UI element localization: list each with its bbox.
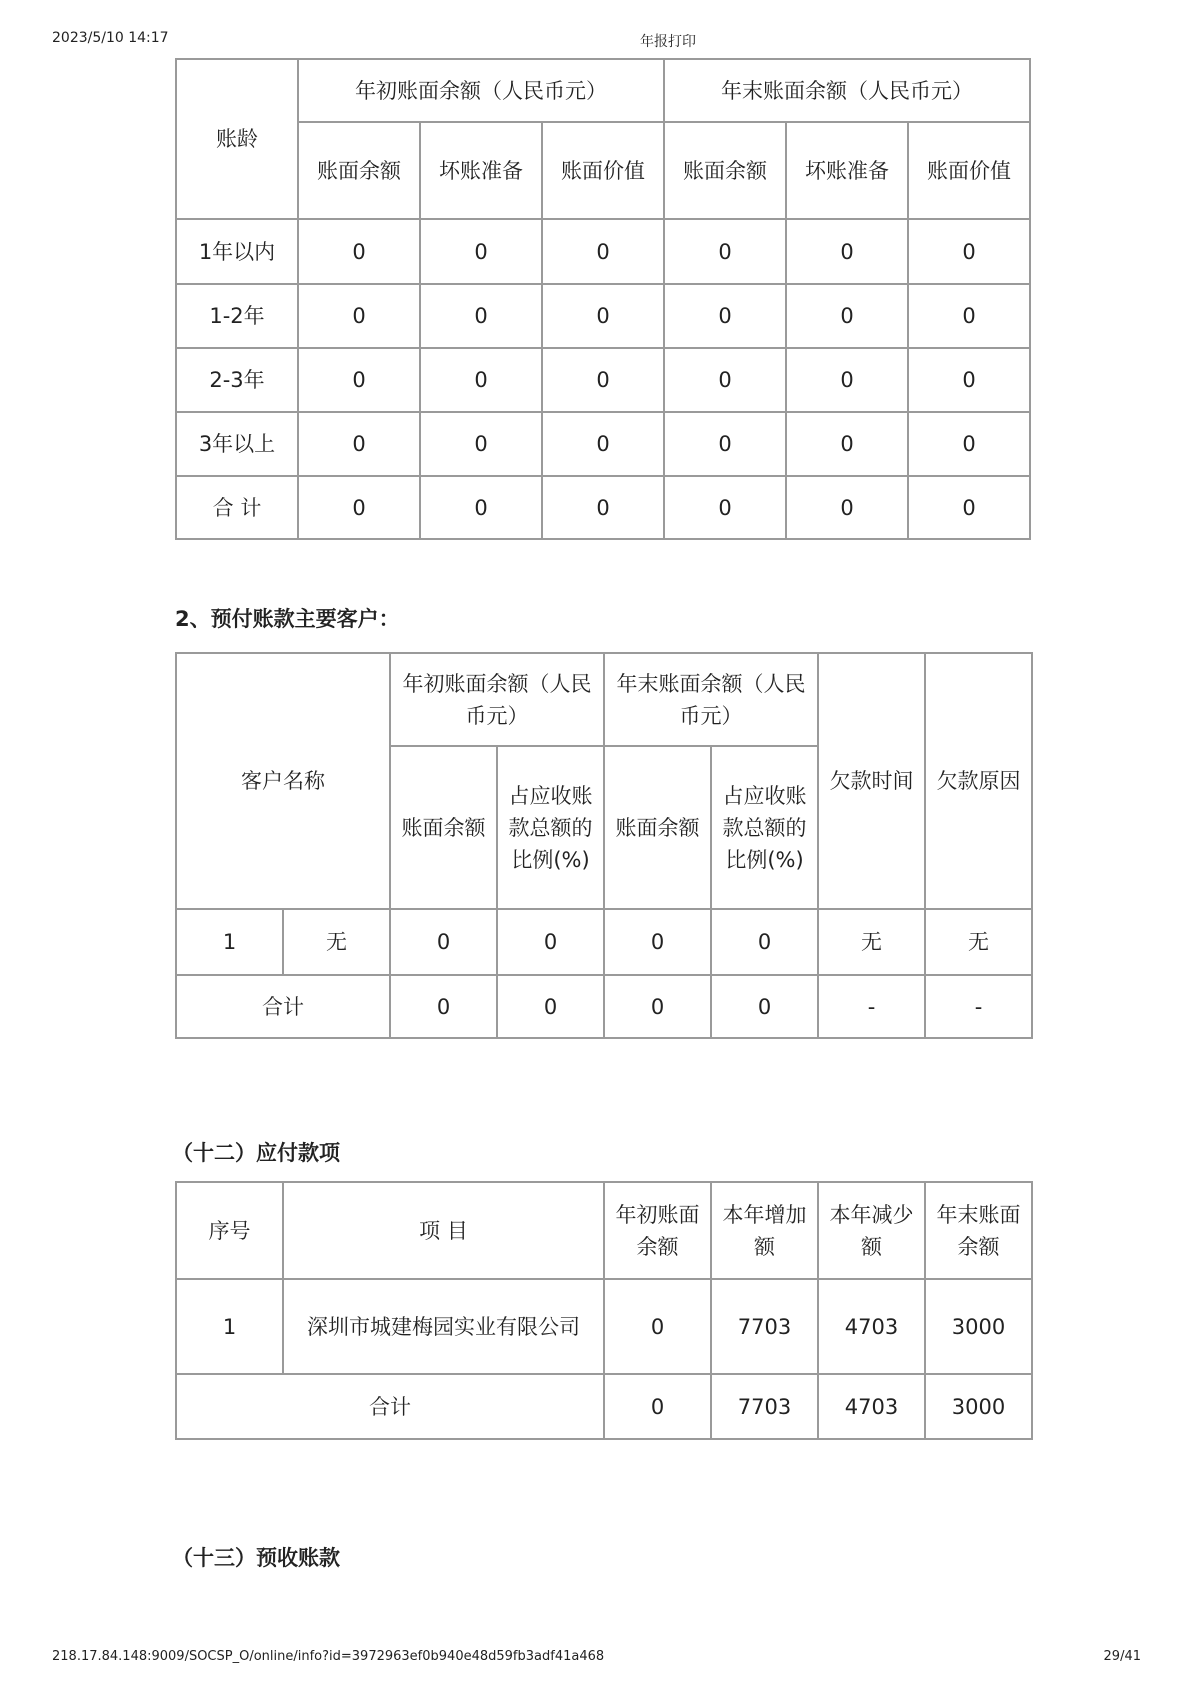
- cell: 0: [604, 909, 711, 975]
- row-label: 合计: [176, 1374, 604, 1439]
- table-row: [176, 909, 1032, 975]
- cell: 深圳市城建梅园实业有限公司: [283, 1279, 604, 1374]
- cell: 0: [542, 412, 664, 476]
- cell: 0: [298, 284, 420, 348]
- row-label: 1年以内: [176, 219, 298, 284]
- row-label: 合 计: [176, 476, 298, 539]
- cell: 0: [298, 348, 420, 412]
- table-row: [176, 219, 1030, 284]
- prepay-table: [175, 652, 1033, 1039]
- cell: -: [925, 975, 1032, 1038]
- cell: 0: [497, 909, 604, 975]
- sub-header: 占应收账款总额的比例(%): [497, 746, 604, 909]
- cell: 0: [664, 412, 786, 476]
- group-begin-header: 年初账面余额（人民币元）: [390, 653, 604, 746]
- col-header: 项 目: [283, 1182, 604, 1279]
- aging-table: [175, 58, 1031, 540]
- cell: 0: [664, 219, 786, 284]
- cell: 0: [711, 975, 818, 1038]
- cell: 7703: [711, 1374, 818, 1439]
- page-title: 年报打印: [640, 34, 696, 50]
- cell: 0: [298, 476, 420, 539]
- col-reason-header: 欠款原因: [925, 653, 1032, 909]
- cell: 1: [176, 909, 283, 975]
- print-timestamp: 2023/5/10 14:17: [52, 30, 169, 46]
- cell: 0: [664, 476, 786, 539]
- cell: 0: [542, 219, 664, 284]
- cell: 0: [786, 284, 908, 348]
- cell: 0: [908, 476, 1030, 539]
- cell: 0: [908, 284, 1030, 348]
- cell: 无: [818, 909, 925, 975]
- sub-header: 占应收账款总额的比例(%): [711, 746, 818, 909]
- cell: 0: [908, 412, 1030, 476]
- sub-header: 账面价值: [908, 122, 1030, 219]
- section-heading: （十三）预收账款: [172, 1546, 340, 1570]
- col-time-header: 欠款时间: [818, 653, 925, 909]
- cell: 0: [604, 975, 711, 1038]
- page-number: 29/41: [1103, 1649, 1141, 1664]
- cell: 4703: [818, 1374, 925, 1439]
- table-row: [176, 1374, 1032, 1439]
- row-label: 2-3年: [176, 348, 298, 412]
- cell: 0: [786, 412, 908, 476]
- cell: 0: [908, 348, 1030, 412]
- col-header: 年末账面余额: [925, 1182, 1032, 1279]
- col-header: 本年减少额: [818, 1182, 925, 1279]
- row-label: 合计: [176, 975, 390, 1038]
- cell: 0: [542, 348, 664, 412]
- cell: 无: [283, 909, 390, 975]
- cell: 0: [786, 476, 908, 539]
- cell: 0: [664, 348, 786, 412]
- cell: 0: [786, 219, 908, 284]
- col-name-header: 客户名称: [176, 653, 390, 909]
- cell: 无: [925, 909, 1032, 975]
- cell: 0: [420, 412, 542, 476]
- cell: 1: [176, 1279, 283, 1374]
- cell: 0: [420, 284, 542, 348]
- sub-header: 坏账准备: [786, 122, 908, 219]
- cell: 0: [711, 909, 818, 975]
- cell: 0: [390, 975, 497, 1038]
- cell: 0: [420, 219, 542, 284]
- section-heading: 2、预付账款主要客户：: [175, 607, 400, 631]
- sub-header: 账面余额: [298, 122, 420, 219]
- table-row: [176, 476, 1030, 539]
- cell: 0: [420, 476, 542, 539]
- cell: 0: [786, 348, 908, 412]
- col-age-header: 账龄: [176, 59, 298, 219]
- group-end-header: 年末账面余额（人民币元）: [604, 653, 818, 746]
- col-header: 本年增加额: [711, 1182, 818, 1279]
- table-row: [176, 348, 1030, 412]
- cell: 7703: [711, 1279, 818, 1374]
- row-label: 3年以上: [176, 412, 298, 476]
- cell: 0: [604, 1374, 711, 1439]
- sub-header: 账面余额: [390, 746, 497, 909]
- table-row: [176, 1279, 1032, 1374]
- col-header: 年初账面余额: [604, 1182, 711, 1279]
- payable-table: [175, 1181, 1033, 1440]
- table-row: [176, 975, 1032, 1038]
- section-heading: （十二）应付款项: [172, 1141, 340, 1165]
- cell: 0: [908, 219, 1030, 284]
- cell: 0: [664, 284, 786, 348]
- cell: 0: [542, 476, 664, 539]
- cell: 3000: [925, 1279, 1032, 1374]
- table-row: [176, 284, 1030, 348]
- sub-header: 账面余额: [664, 122, 786, 219]
- group-begin-header: 年初账面余额（人民币元）: [298, 59, 664, 122]
- cell: 4703: [818, 1279, 925, 1374]
- col-header: 序号: [176, 1182, 283, 1279]
- cell: 0: [497, 975, 604, 1038]
- row-label: 1-2年: [176, 284, 298, 348]
- cell: 0: [298, 412, 420, 476]
- table-row: [176, 412, 1030, 476]
- sub-header: 账面余额: [604, 746, 711, 909]
- cell: 0: [298, 219, 420, 284]
- cell: 3000: [925, 1374, 1032, 1439]
- footer-url: 218.17.84.148:9009/SOCSP_O/online/info?id=3972963ef0b940e48d59fb3adf41a468: [52, 1649, 605, 1664]
- cell: 0: [604, 1279, 711, 1374]
- cell: -: [818, 975, 925, 1038]
- cell: 0: [390, 909, 497, 975]
- sub-header: 账面价值: [542, 122, 664, 219]
- cell: 0: [542, 284, 664, 348]
- cell: 0: [420, 348, 542, 412]
- sub-header: 坏账准备: [420, 122, 542, 219]
- group-end-header: 年末账面余额（人民币元）: [664, 59, 1030, 122]
